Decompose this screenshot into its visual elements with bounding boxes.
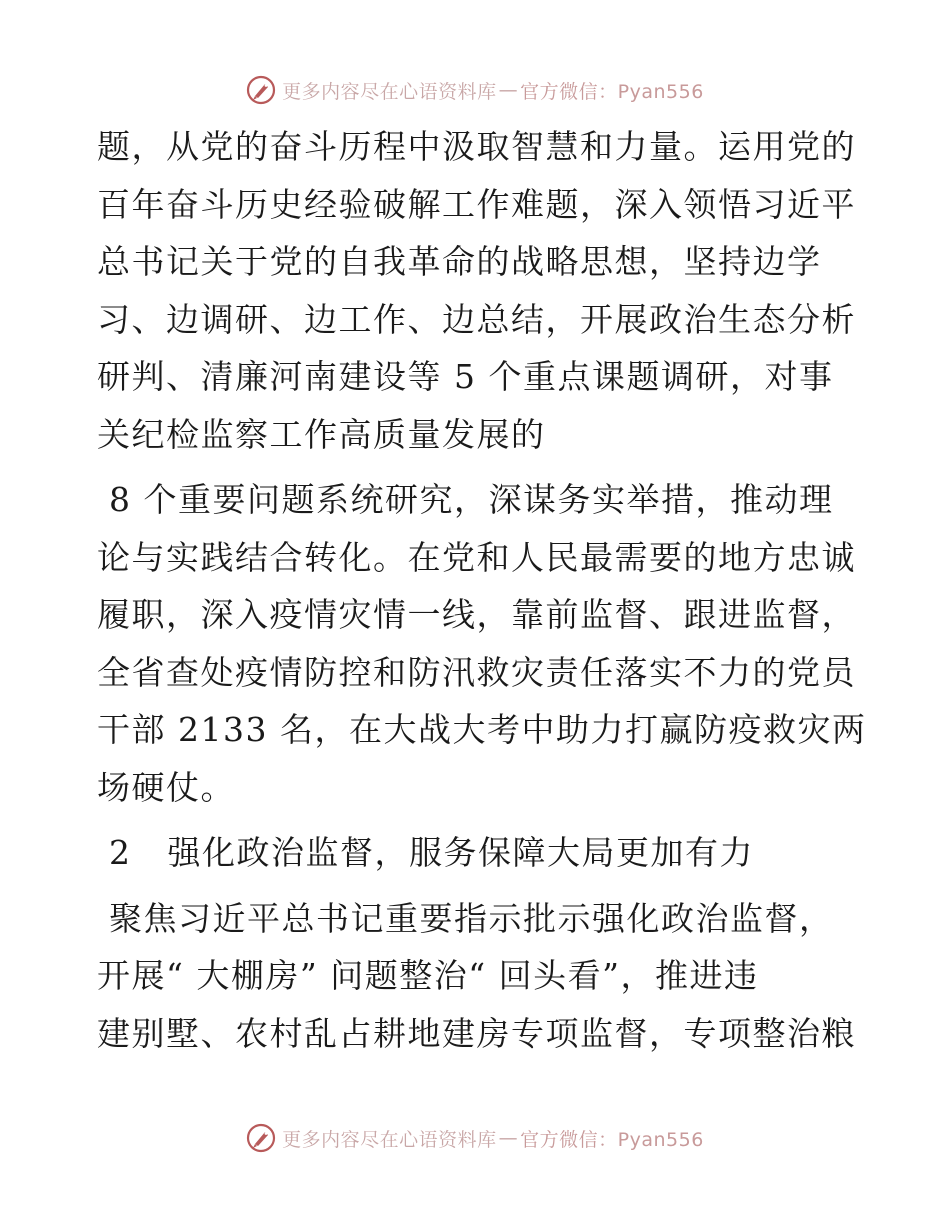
text-line: 题，从党的奋斗历程中汲取智慧和力量。运用党的: [97, 127, 856, 166]
text-line: 开展“ 大棚房” 问题整治“ 回头看”，推进违: [97, 956, 759, 995]
text-line: 8 个重要问题系统研究，深谋务实举措，推动理: [97, 480, 834, 519]
watermark-header: [0, 70, 950, 110]
watermark-brand: 更多内容尽在心语资料库: [282, 1128, 497, 1151]
document-body: [97, 118, 867, 1062]
text-line: 全省查处疫情防控和防汛救灾责任落实不力的党员: [97, 652, 856, 692]
watermark-separator: —: [498, 1127, 519, 1149]
watermark-footer: [0, 1118, 950, 1158]
text-line: 干部 2133 名，在大战大考中助力打赢防疫救灾两: [97, 710, 867, 749]
paragraph-1: [97, 118, 857, 463]
pen-nib-logo-icon: [246, 75, 276, 105]
paragraph-2: [97, 471, 867, 816]
text-line: 百年奋斗历史经验破解工作难题，深入领悟习近平: [97, 184, 856, 224]
text-line: 关纪检监察工作高质量发展的: [97, 414, 546, 454]
pen-nib-logo-icon: [246, 1123, 276, 1153]
text-line: 论与实践结合转化。在党和人民最需要的地方忠诚: [97, 537, 856, 577]
watermark-contact: 官方微信：Pyan556: [520, 80, 704, 103]
text-line: 2 强化政治监督，服务保障大局更加有力: [97, 833, 754, 872]
text-line: 聚焦习近平总书记重要指示批示强化政治监督，: [97, 898, 834, 938]
text-line: 履职，深入疫情灾情一线，靠前监督、跟进监督，: [97, 595, 856, 634]
text-line: 研判、清廉河南建设等 5 个重点课题调研，对事: [97, 357, 834, 396]
watermark-contact: 官方微信：Pyan556: [520, 1128, 704, 1151]
text-line: 习、边调研、边工作、边总结，开展政治生态分析: [97, 299, 856, 339]
watermark-separator: —: [498, 79, 519, 101]
section-heading: [97, 824, 857, 882]
text-line: 建别墅、农村乱占耕地建房专项监督，专项整治粮: [97, 1013, 856, 1053]
watermark-brand: 更多内容尽在心语资料库: [282, 80, 497, 103]
paragraph-3: [97, 890, 857, 1063]
text-line: 总书记关于党的自我革命的战略思想，坚持边学: [97, 242, 822, 281]
text-line: 场硬仗。: [97, 767, 235, 807]
